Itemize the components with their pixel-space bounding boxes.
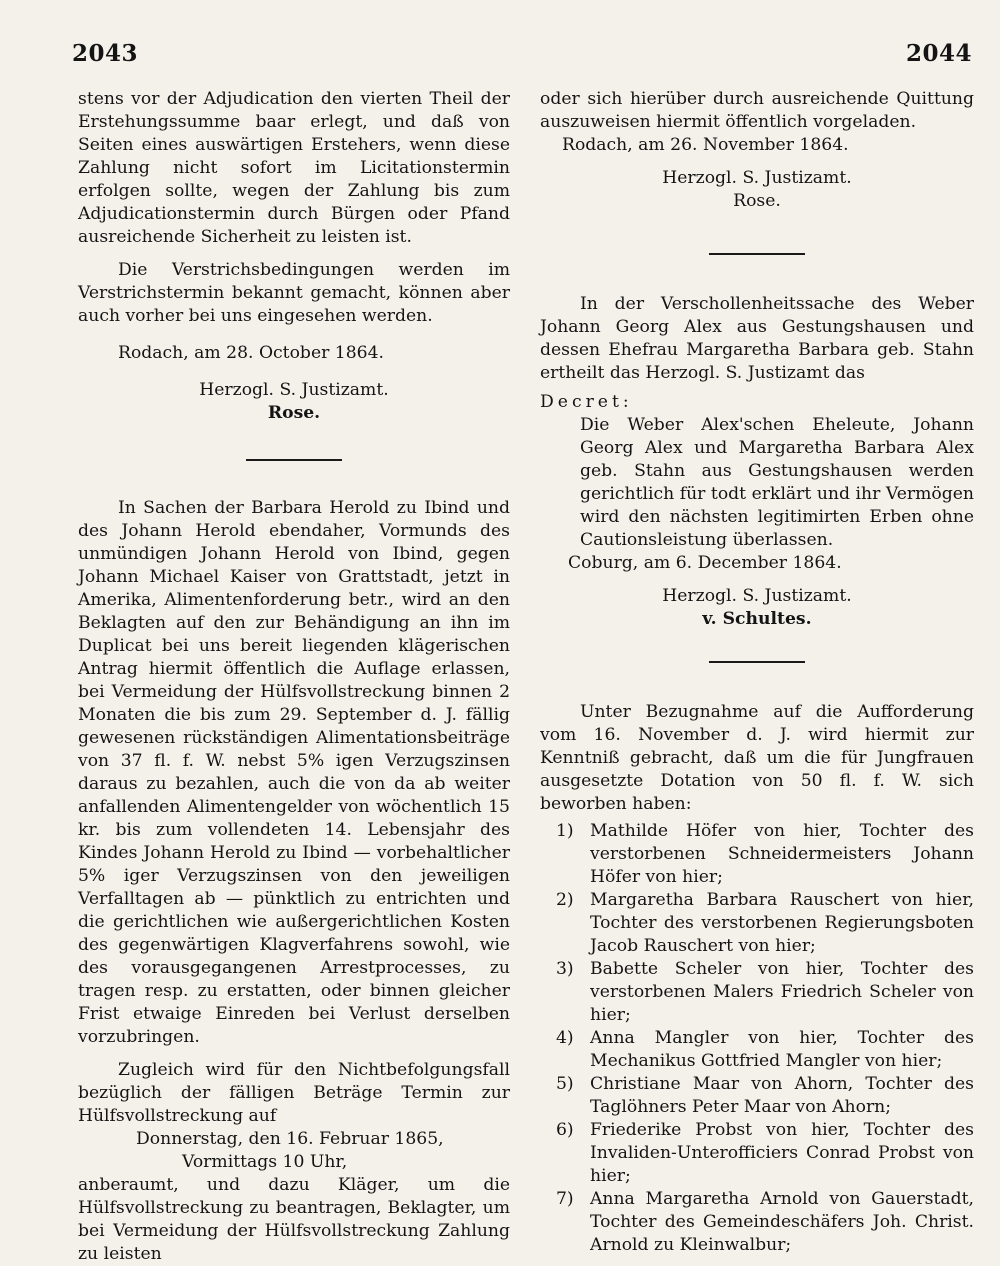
summons-continuation: anberaumt, und dazu Kläger, um die Hülfsvollstreckung zu beantragen, Beklagter, um bei Vermeidung der Hülfsvollstreckung Zahlung zu leisten bbox=[78, 1175, 510, 1264]
list-item-text: Babette Scheler von hier, Tochter des verstorbenen Malers Friedrich Scheler von hier; bbox=[590, 959, 974, 1025]
list-item-text: Anna Margaretha Arnold von Gauerstadt, Tochter des Gemeindeschäfers Joh. Christ. Arnold zu Kleinwalbur; bbox=[590, 1189, 974, 1255]
notice-date: Rodach, am 28. October 1864. bbox=[118, 343, 384, 363]
list-item bbox=[540, 958, 974, 1027]
signature: Rose. bbox=[733, 191, 781, 211]
list-item-number: 7) bbox=[556, 1189, 574, 1209]
summons-ending: oder sich hierüber durch ausreichende Quittung auszuweisen hiermit öffentlich vorgeladen. bbox=[540, 89, 974, 132]
list-item-number: 3) bbox=[556, 959, 574, 979]
notice-date: Rodach, am 26. November 1864. bbox=[562, 135, 849, 155]
left-column bbox=[78, 88, 510, 1266]
issuing-office: Herzogl. S. Justizamt. bbox=[199, 380, 389, 400]
section-divider bbox=[709, 253, 805, 255]
list-item bbox=[540, 1073, 974, 1119]
list-item bbox=[540, 1119, 974, 1188]
hearing-time: Vormittags 10 Uhr, bbox=[182, 1152, 348, 1172]
auction-terms-paragraph: Die Verstrichsbedingungen werden im Verstrichstermin bekannt gemacht, können aber auch vorher bei uns eingesehen werden. bbox=[78, 260, 510, 326]
list-item-text: Friederike Probst von hier, Tochter des Invaliden-Unterofficiers Conrad Probst von hier; bbox=[590, 1120, 974, 1186]
applicant-list bbox=[540, 820, 974, 1257]
signature: v. Schultes. bbox=[702, 609, 812, 629]
enforcement-paragraph: Zugleich wird für den Nichtbefolgungsfall bezüglich der fälligen Beträge Termin zur Hülfsvollstreckung auf bbox=[78, 1060, 510, 1126]
list-item-text: Christiane Maar von Ahorn, Tochter des Taglöhners Peter Maar von Ahorn; bbox=[590, 1074, 974, 1117]
signature: Rose. bbox=[267, 403, 321, 423]
missing-persons-paragraph: In der Verschollenheitssache des Weber Johann Georg Alex aus Gestungshausen und dessen Ehefrau Margaretha Barbara geb. Stahn ertheilt das Herzogl. S. Justizamt das bbox=[540, 294, 974, 383]
list-item-text: Anna Mangler von hier, Tochter des Mechanikus Gottfried Mangler von hier; bbox=[590, 1028, 974, 1071]
summons-paragraph: In Sachen der Barbara Herold zu Ibind und des Johann Herold ebendaher, Vormunds des unmündigen Johann Herold von Ibind, gegen Johann Michael Kaiser von Grattstadt, jetzt in Amerika, Alimentenforderung betr., wird an den Beklagten auf den zur Behändigung an ihn im Duplicat bei uns bereit liegenden klägerischen Antrag hiermit öffentlich die Auflage erlassen, bei Vermeidung der Hülfsvollstreckung binnen 2 Monaten die bis zum 29. September d. J. fällig gewesenen rückständigen Alimentationsbeiträge von 37 fl. f. W. nebst 5% igen Verzugszinsen daraus zu bezahlen, auch die von da ab weiter anfallenden Alimentengelder von wöchentlich 15 kr. bis zum vollendeten 14. Lebensjahr des Kindes Johann Herold zu Ibind — vorbehaltlicher 5% iger Verzugszinsen von den jeweiligen Verfalltagen ab — pünktlich zu entrichten und die gerichtlichen wie außergerichtlichen Kosten des gegenwärtigen Klagverfahrens sowohl, wie des vorausgegangenen Arrestprocesses, zu tragen resp. zu erstatten, oder binnen gleicher Frist etwaige Einreden bei Verlust derselben vorzubringen. bbox=[78, 498, 510, 1047]
list-item-text: Mathilde Höfer von hier, Tochter des verstorbenen Schneidermeisters Johann Höfer von hier; bbox=[590, 821, 974, 887]
decree-text: Die Weber Alex'schen Eheleute, Johann Georg Alex und Margaretha Barbara Alex geb. Stahn aus Gestungshausen werden gerichtlich für todt erklärt und ihr Vermögen wird den nächsten legitimirten Erben ohne Cautionsleistung überlassen. bbox=[580, 415, 974, 550]
list-item bbox=[540, 889, 974, 958]
dowry-applicants-intro: Unter Bezugnahme auf die Aufforderung vom 16. November d. J. wird hiermit zur Kenntniß gebracht, daß um die für Jungfrauen ausgesetzte Dotation von 50 fl. f. W. sich beworben haben: bbox=[540, 702, 974, 814]
list-item-number: 2) bbox=[556, 890, 574, 910]
list-item bbox=[540, 1188, 974, 1257]
right-column bbox=[540, 88, 974, 1257]
list-item-number: 1) bbox=[556, 821, 574, 841]
section-divider bbox=[709, 661, 805, 663]
list-item-number: 6) bbox=[556, 1120, 574, 1140]
list-item-number: 5) bbox=[556, 1074, 574, 1094]
page-number-left: 2043 bbox=[72, 40, 139, 67]
issuing-office: Herzogl. S. Justizamt. bbox=[662, 586, 852, 606]
issuing-office: Herzogl. S. Justizamt. bbox=[662, 168, 852, 188]
auction-conditions-paragraph: stens vor der Adjudication den vierten Theil der Erstehungssumme baar erlegt, und daß von Seiten eines auswärtigen Erstehers, wenn diese Zahlung nicht sofort im Licitationstermin erfolgen sollte, wegen der Zahlung bis zum Adjudicationstermin durch Bürgen oder Pfand ausreichende Sicherheit zu leisten ist. bbox=[78, 89, 510, 247]
list-item bbox=[540, 820, 974, 889]
hearing-date: Donnerstag, den 16. Februar 1865, bbox=[136, 1129, 444, 1149]
list-item-number: 4) bbox=[556, 1028, 574, 1048]
notice-date: Coburg, am 6. December 1864. bbox=[568, 553, 842, 573]
decree-heading: Decret: bbox=[540, 392, 633, 412]
list-item bbox=[540, 1027, 974, 1073]
section-divider bbox=[246, 459, 342, 461]
page-number-right: 2044 bbox=[905, 40, 972, 67]
list-item-text: Margaretha Barbara Rauschert von hier, Tochter des verstorbenen Regierungsboten Jacob Rauschert von hier; bbox=[590, 890, 974, 956]
